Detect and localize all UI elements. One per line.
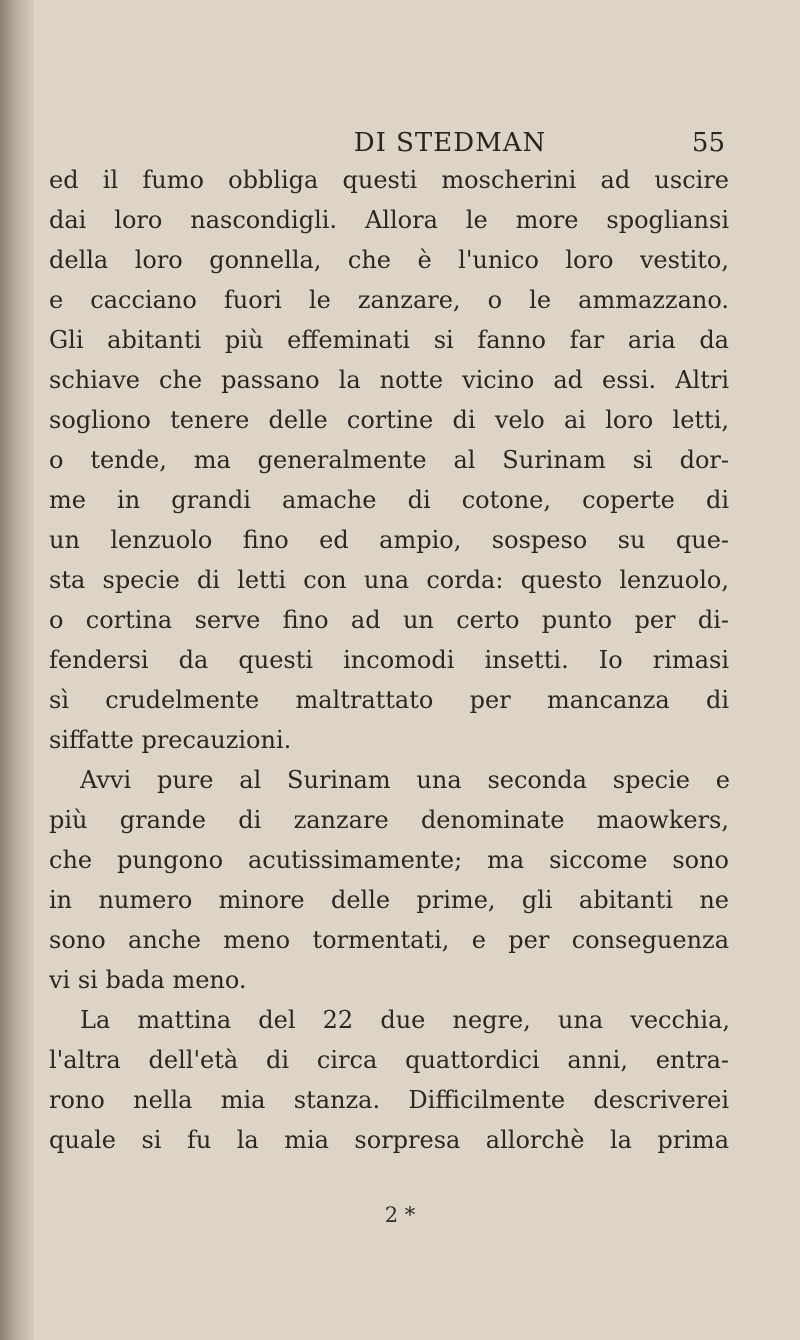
text-line-18: che pungono acutissimamente; ma siccome sono <box>49 846 729 874</box>
text-line-9: me in grandi amache di cotone, coperte di <box>49 486 729 514</box>
text-line-6: schiave che passano la notte vicino ad essi. Altri <box>49 366 729 394</box>
text-line-14: sì crudelmente maltrattato per mancanza di <box>49 686 729 714</box>
text-line-11: sta specie di letti con una corda: questo lenzuolo, <box>49 566 729 594</box>
text-line-20: sono anche meno tormentati, e per conseguenza <box>49 926 729 954</box>
text-line-24: rono nella mia stanza. Difficilmente descriverei <box>49 1086 729 1114</box>
text-line-22: La mattina del 22 due negre, una vecchia, <box>80 1006 730 1034</box>
text-line-2: dai loro nascondigli. Allora le more spogliansi <box>49 206 729 234</box>
page-number: 55 <box>691 128 725 158</box>
text-line-17: più grande di zanzare denominate maowkers, <box>49 806 729 834</box>
text-line-3: della loro gonnella, che è l'unico loro vestito, <box>49 246 729 274</box>
text-line-10: un lenzuolo fino ed ampio, sospeso su que- <box>49 526 729 554</box>
text-line-23: l'altra dell'età di circa quattordici anni, entra- <box>49 1046 729 1074</box>
text-line-25: quale si fu la mia sorpresa allorchè la prima <box>49 1126 729 1154</box>
text-line-8: o tende, ma generalmente al Surinam si dor- <box>49 446 729 474</box>
text-line-21: vi si bada meno. <box>49 966 247 994</box>
running-title: DI STEDMAN <box>353 128 547 158</box>
text-line-13: fendersi da questi incomodi insetti. Io rimasi <box>49 646 729 674</box>
text-line-1: ed il fumo obbliga questi moscherini ad uscire <box>49 166 729 194</box>
signature-mark: 2 * <box>384 1203 416 1227</box>
text-line-16: Avvi pure al Surinam una seconda specie e <box>80 766 730 794</box>
text-line-7: sogliono tenere delle cortine di velo ai loro letti, <box>49 406 729 434</box>
main-text <box>0 160 800 1290</box>
text-line-15: siffatte precauzioni. <box>49 726 292 754</box>
text-line-19: in numero minore delle prime, gli abitanti ne <box>49 886 729 914</box>
text-line-4: e cacciano fuori le zanzare, o le ammazzano. <box>49 286 729 314</box>
text-line-5: Gli abitanti più effeminati si fanno far aria da <box>49 326 729 354</box>
text-line-12: o cortina serve fino ad un certo punto per di- <box>49 606 729 634</box>
